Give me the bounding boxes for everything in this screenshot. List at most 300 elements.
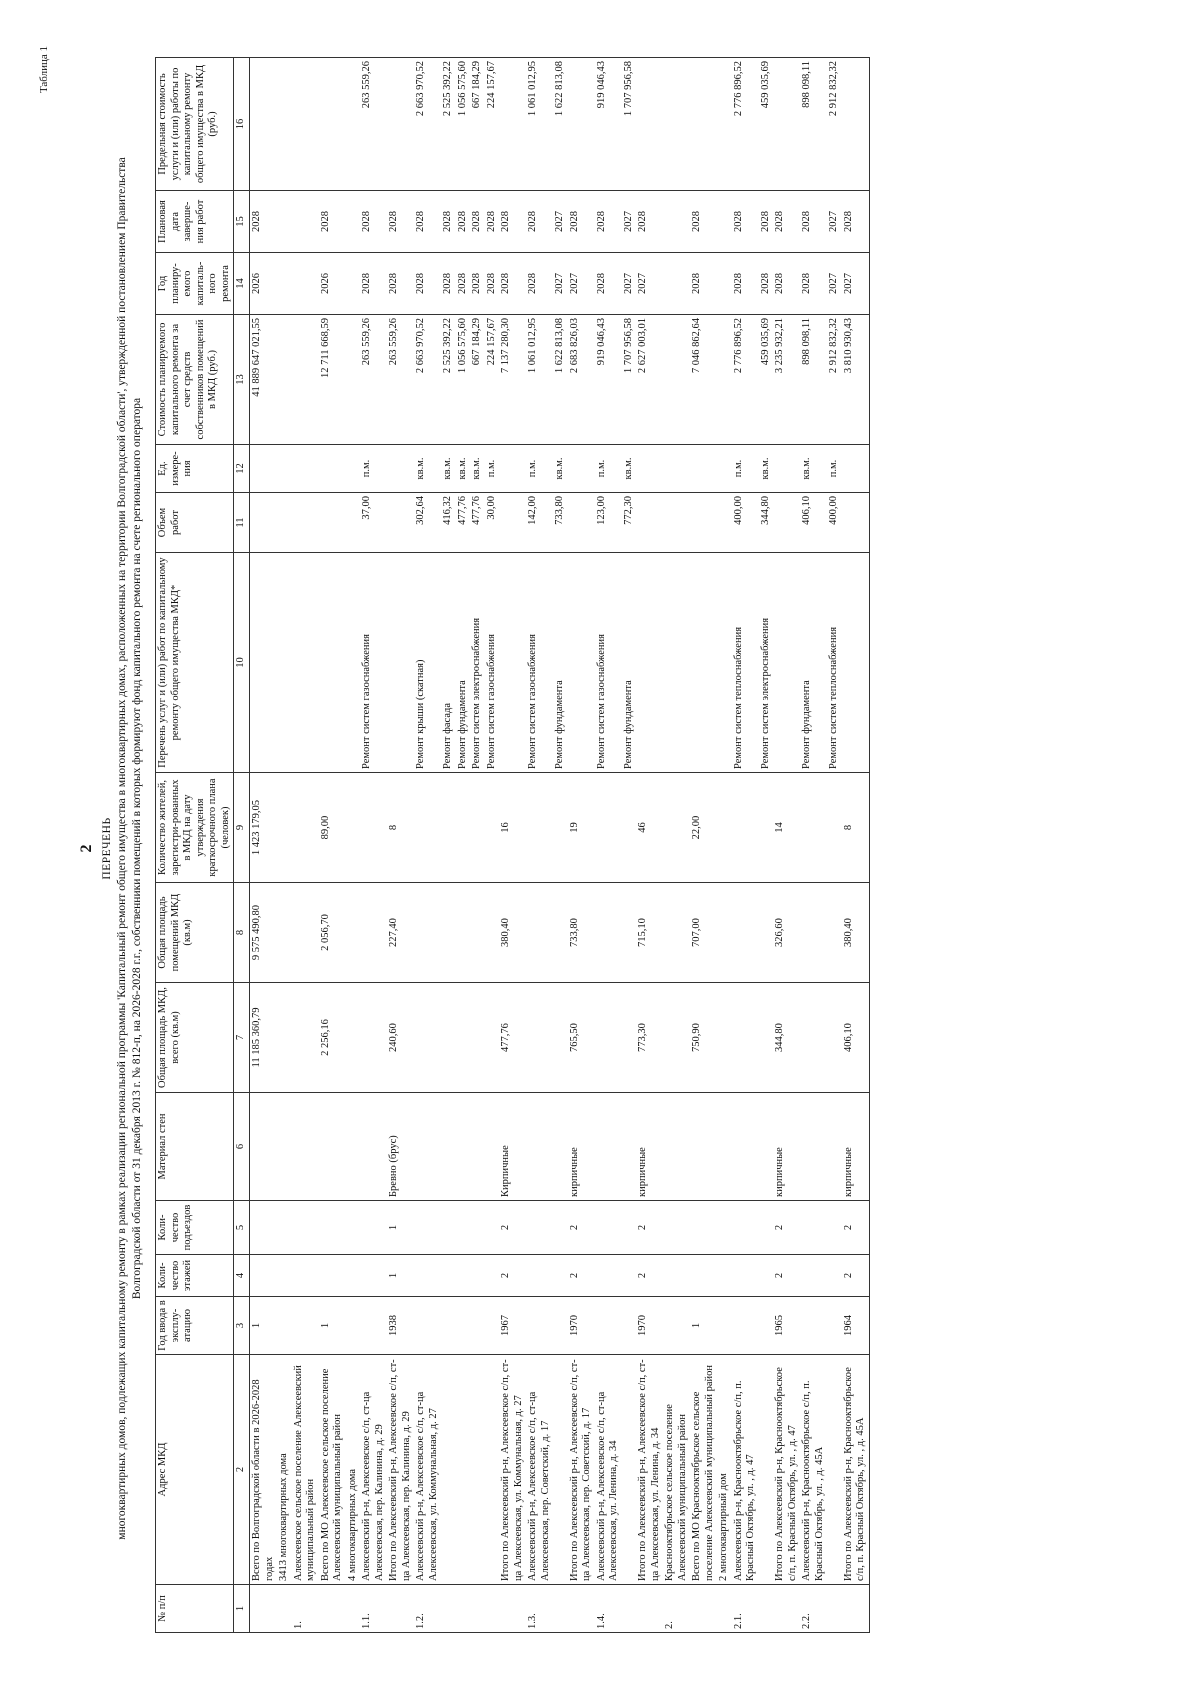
cell-a: 765,50 bbox=[568, 983, 595, 1093]
cell-vol bbox=[842, 493, 870, 553]
cell-u: кв.м. bbox=[441, 445, 456, 493]
cell-n bbox=[499, 1585, 526, 1633]
cell-f bbox=[759, 1255, 774, 1297]
cell-vol: 400,00 bbox=[827, 493, 842, 553]
cell-p bbox=[346, 1201, 361, 1255]
cell-vol: 477,76 bbox=[456, 493, 471, 553]
cell-work: Ремонт систем теплоснабжения bbox=[732, 553, 759, 773]
cell-u bbox=[292, 445, 319, 493]
table-row bbox=[732, 58, 759, 1633]
column-header: Объем работ bbox=[156, 493, 234, 553]
cell-n bbox=[827, 1585, 842, 1633]
cell-p bbox=[441, 1201, 456, 1255]
cell-end: 2028 bbox=[568, 191, 595, 253]
cell-a bbox=[414, 983, 441, 1093]
cell-end: 2027 bbox=[622, 191, 637, 253]
cell-addr: 2 многоквартирный дом bbox=[717, 1355, 732, 1585]
cell-y: 1964 bbox=[842, 1297, 870, 1355]
cell-m bbox=[526, 1093, 553, 1201]
column-header: Коли-чество этажей bbox=[156, 1255, 234, 1297]
cell-vol: 344,80 bbox=[759, 493, 774, 553]
table-row bbox=[595, 58, 622, 1633]
cell-ap bbox=[595, 883, 622, 983]
cell-res bbox=[360, 773, 387, 883]
cell-lim: 2 912 832,32 bbox=[827, 58, 842, 191]
table-row bbox=[636, 58, 663, 1633]
cell-u: кв.м. bbox=[414, 445, 441, 493]
cell-f bbox=[485, 1255, 500, 1297]
cell-res bbox=[622, 773, 637, 883]
cell-yr: 2028 bbox=[470, 253, 485, 315]
cell-end bbox=[277, 191, 292, 253]
cell-addr bbox=[553, 1355, 568, 1585]
cell-vol: 772,30 bbox=[622, 493, 637, 553]
cell-addr: Всего по МО Краснооктябрьское сельское поселение Алексеевский муниципальный район bbox=[690, 1355, 717, 1585]
cell-f bbox=[827, 1255, 842, 1297]
cell-f bbox=[800, 1255, 827, 1297]
cell-work: Ремонт фундамента bbox=[553, 553, 568, 773]
cell-lim bbox=[277, 58, 292, 191]
cell-addr: 3413 многоквартирных дома bbox=[277, 1355, 292, 1585]
column-number: 16 bbox=[234, 58, 250, 191]
cell-u bbox=[319, 445, 346, 493]
cell-addr: Алексеевский р-н, Алексеевское с/п, ст-ца Алексеевская, пер. Калинина, д. 29 bbox=[360, 1355, 387, 1585]
cell-end: 2027 bbox=[553, 191, 568, 253]
cell-u: кв.м. bbox=[456, 445, 471, 493]
cell-res: 8 bbox=[842, 773, 870, 883]
cell-addr: Алексеевский р-н, Краснооктябрьское с/п, п. Красный Октябрь, ул. , д. 45А bbox=[800, 1355, 827, 1585]
cell-ap bbox=[346, 883, 361, 983]
column-header: Адрес МКД bbox=[156, 1355, 234, 1585]
cell-m bbox=[360, 1093, 387, 1201]
cell-lim: 2 663 970,52 bbox=[414, 58, 441, 191]
cell-end bbox=[663, 191, 690, 253]
cell-lim bbox=[568, 58, 595, 191]
column-number: 8 bbox=[234, 883, 250, 983]
cell-p bbox=[292, 1201, 319, 1255]
cell-u bbox=[690, 445, 717, 493]
cell-lim: 459 035,69 bbox=[759, 58, 774, 191]
cell-u: п.м. bbox=[595, 445, 622, 493]
column-header: Год планиру-емого капиталь-ного ремонта bbox=[156, 253, 234, 315]
cell-vol: 400,00 bbox=[732, 493, 759, 553]
cell-ap bbox=[485, 883, 500, 983]
cell-p bbox=[553, 1201, 568, 1255]
cell-n bbox=[485, 1585, 500, 1633]
table-row bbox=[663, 58, 690, 1633]
cell-addr: Итого по Алексеевский р-н, Краснооктябрьское с/п, п. Красный Октябрь, ул. , д. 47 bbox=[773, 1355, 800, 1585]
cell-p bbox=[319, 1201, 346, 1255]
cell-vol: 142,00 bbox=[526, 493, 553, 553]
cell-m bbox=[732, 1093, 759, 1201]
cell-a bbox=[732, 983, 759, 1093]
cell-y bbox=[470, 1297, 485, 1355]
column-header: Перечень услуг и (или) работ по капитальному ремонту общего имущества МКД* bbox=[156, 553, 234, 773]
cell-m bbox=[827, 1093, 842, 1201]
column-number: 4 bbox=[234, 1255, 250, 1297]
cell-u: п.м. bbox=[360, 445, 387, 493]
cell-u bbox=[717, 445, 732, 493]
cell-ap: 380,40 bbox=[842, 883, 870, 983]
cell-end bbox=[292, 191, 319, 253]
cell-yr: 2027 bbox=[636, 253, 663, 315]
cell-m: кирпичные bbox=[773, 1093, 800, 1201]
cell-addr: Алексеевский р-н, Алексеевское с/п, ст-ца Алексеевская, ул. Ленина, д. 34 bbox=[595, 1355, 622, 1585]
cell-work: Ремонт фундамента bbox=[622, 553, 637, 773]
table-row bbox=[277, 58, 292, 1633]
cell-m bbox=[470, 1093, 485, 1201]
cell-yr: 2028 bbox=[360, 253, 387, 315]
cell-yr: 2028 bbox=[773, 253, 800, 315]
cell-n bbox=[622, 1585, 637, 1633]
cell-addr: Всего по Волгоградской области в 2026-2028 годах bbox=[250, 1355, 278, 1585]
cell-lim: 224 157,67 bbox=[485, 58, 500, 191]
cell-vol bbox=[387, 493, 414, 553]
cell-cost: 1 056 575,60 bbox=[456, 315, 471, 445]
cell-res: 46 bbox=[636, 773, 663, 883]
cell-yr: 2028 bbox=[485, 253, 500, 315]
cell-n bbox=[250, 1585, 278, 1633]
cell-addr: Алексеевское сельское поселение Алексеевский муниципальный район bbox=[292, 1355, 319, 1585]
cell-work: Ремонт фасада bbox=[441, 553, 456, 773]
cell-y: 1938 bbox=[387, 1297, 414, 1355]
cell-u: кв.м. bbox=[553, 445, 568, 493]
cell-vol: 30,00 bbox=[485, 493, 500, 553]
cell-addr: Алексеевский р-н, Алексеевское с/п, ст-ца Алексеевская, пер. Советский, д. 17 bbox=[526, 1355, 553, 1585]
table-row bbox=[553, 58, 568, 1633]
column-number: 5 bbox=[234, 1201, 250, 1255]
cell-u: п.м. bbox=[732, 445, 759, 493]
cell-u bbox=[636, 445, 663, 493]
cell-lim: 2 776 896,52 bbox=[732, 58, 759, 191]
cell-addr: Алексеевский р-н, Алексеевское с/п, ст-ца Алексеевская, ул. Коммунальная, д. 27 bbox=[414, 1355, 441, 1585]
column-number: 13 bbox=[234, 315, 250, 445]
cell-f: 2 bbox=[773, 1255, 800, 1297]
cell-p bbox=[717, 1201, 732, 1255]
cell-n bbox=[346, 1585, 361, 1633]
cell-res bbox=[595, 773, 622, 883]
cell-work bbox=[568, 553, 595, 773]
cell-ap: 707,00 bbox=[690, 883, 717, 983]
cell-addr bbox=[470, 1355, 485, 1585]
cell-u: кв.м. bbox=[622, 445, 637, 493]
cell-work: Ремонт крыши (скатная) bbox=[414, 553, 441, 773]
cell-res: 19 bbox=[568, 773, 595, 883]
cell-a bbox=[717, 983, 732, 1093]
cell-p: 2 bbox=[568, 1201, 595, 1255]
column-number: 12 bbox=[234, 445, 250, 493]
cell-lim: 667 184,29 bbox=[470, 58, 485, 191]
cell-cost: 1 061 012,95 bbox=[526, 315, 553, 445]
cell-u: п.м. bbox=[827, 445, 842, 493]
cell-addr bbox=[485, 1355, 500, 1585]
cell-addr: Итого по Алексеевский р-н, Алексеевское с/п, ст-ца Алексеевская, пер. Советский, д. 17 bbox=[568, 1355, 595, 1585]
cell-addr bbox=[622, 1355, 637, 1585]
cell-y: 1 bbox=[690, 1297, 717, 1355]
cell-a: 240,60 bbox=[387, 983, 414, 1093]
cell-end: 2028 bbox=[319, 191, 346, 253]
cell-y: 1 bbox=[250, 1297, 278, 1355]
cell-lim: 263 559,26 bbox=[360, 58, 387, 191]
cell-lim bbox=[499, 58, 526, 191]
cell-lim: 1 707 956,58 bbox=[622, 58, 637, 191]
cell-addr: Итого по Алексеевский р-н, Алексеевское с/п, ст-ца Алексеевская, ул. Коммунальная, д. 27 bbox=[499, 1355, 526, 1585]
cell-a bbox=[292, 983, 319, 1093]
cell-addr: Алексеевский р-н, Краснооктябрьское с/п, п. Красный Октябрь, ул. , д. 47 bbox=[732, 1355, 759, 1585]
title-line-1: многоквартирных домов, подлежащих капитальному ремонту в рамках реализации региональной программы 'Капитальный ремонт общего имущества в многоквартирных домах, расположенных на территории Волгоградской области', утвержденной постановлением Правительства bbox=[116, 157, 128, 1540]
cell-yr: 2027 bbox=[568, 253, 595, 315]
cell-a: 2 256,16 bbox=[319, 983, 346, 1093]
cell-p bbox=[456, 1201, 471, 1255]
cell-res bbox=[277, 773, 292, 883]
cell-end: 2028 bbox=[414, 191, 441, 253]
cell-ap bbox=[800, 883, 827, 983]
mkd-table bbox=[155, 57, 870, 1633]
cell-work bbox=[292, 553, 319, 773]
cell-p bbox=[526, 1201, 553, 1255]
cell-end bbox=[346, 191, 361, 253]
column-header: Количество жителей, зарегистри-рованных в МКД на дату утверждения краткосрочного плана (человек) bbox=[156, 773, 234, 883]
cell-y bbox=[759, 1297, 774, 1355]
table-row bbox=[319, 58, 346, 1633]
cell-a bbox=[470, 983, 485, 1093]
table-row bbox=[485, 58, 500, 1633]
cell-p bbox=[360, 1201, 387, 1255]
cell-f bbox=[595, 1255, 622, 1297]
cell-u: кв.м. bbox=[800, 445, 827, 493]
cell-ap bbox=[470, 883, 485, 983]
cell-m: Кирпичные bbox=[499, 1093, 526, 1201]
cell-ap: 227,40 bbox=[387, 883, 414, 983]
cell-n bbox=[636, 1585, 663, 1633]
cell-vol: 477,76 bbox=[470, 493, 485, 553]
cell-res bbox=[470, 773, 485, 883]
column-number: 2 bbox=[234, 1355, 250, 1585]
cell-cost: 2 912 832,32 bbox=[827, 315, 842, 445]
cell-f: 2 bbox=[636, 1255, 663, 1297]
cell-lim bbox=[636, 58, 663, 191]
cell-m bbox=[250, 1093, 278, 1201]
cell-m bbox=[441, 1093, 456, 1201]
cell-cost: 919 046,43 bbox=[595, 315, 622, 445]
cell-lim bbox=[717, 58, 732, 191]
column-number-row bbox=[234, 58, 250, 1633]
cell-res bbox=[456, 773, 471, 883]
cell-u bbox=[250, 445, 278, 493]
cell-p: 1 bbox=[387, 1201, 414, 1255]
cell-lim: 898 098,11 bbox=[800, 58, 827, 191]
cell-lim: 1 622 813,08 bbox=[553, 58, 568, 191]
column-header: Ед. измере-ния bbox=[156, 445, 234, 493]
cell-m bbox=[319, 1093, 346, 1201]
cell-y bbox=[414, 1297, 441, 1355]
cell-yr bbox=[277, 253, 292, 315]
cell-f bbox=[319, 1255, 346, 1297]
cell-a bbox=[827, 983, 842, 1093]
cell-res: 22,00 bbox=[690, 773, 717, 883]
cell-cost: 459 035,69 bbox=[759, 315, 774, 445]
cell-cost: 12 711 668,59 bbox=[319, 315, 346, 445]
cell-vol bbox=[690, 493, 717, 553]
cell-y bbox=[663, 1297, 690, 1355]
cell-p bbox=[759, 1201, 774, 1255]
cell-m bbox=[292, 1093, 319, 1201]
cell-ap bbox=[717, 883, 732, 983]
cell-m bbox=[663, 1093, 690, 1201]
cell-vol: 123,00 bbox=[595, 493, 622, 553]
cell-p bbox=[732, 1201, 759, 1255]
column-header: № п/п bbox=[156, 1585, 234, 1633]
cell-lim bbox=[292, 58, 319, 191]
cell-work: Ремонт систем газоснабжения bbox=[485, 553, 500, 773]
cell-a bbox=[595, 983, 622, 1093]
cell-a bbox=[441, 983, 456, 1093]
cell-n: 1.2. bbox=[414, 1585, 441, 1633]
cell-y: 1967 bbox=[499, 1297, 526, 1355]
cell-m bbox=[800, 1093, 827, 1201]
cell-n: 1.4. bbox=[595, 1585, 622, 1633]
cell-y bbox=[595, 1297, 622, 1355]
cell-m: кирпичные bbox=[842, 1093, 870, 1201]
cell-vol bbox=[250, 493, 278, 553]
cell-m bbox=[595, 1093, 622, 1201]
cell-f: 1 bbox=[387, 1255, 414, 1297]
cell-end: 2027 bbox=[827, 191, 842, 253]
cell-res bbox=[663, 773, 690, 883]
cell-f bbox=[470, 1255, 485, 1297]
cell-ap: 326,60 bbox=[773, 883, 800, 983]
cell-cost bbox=[717, 315, 732, 445]
cell-n bbox=[319, 1585, 346, 1633]
cell-a: 773,30 bbox=[636, 983, 663, 1093]
cell-addr: Итого по Алексеевский р-н, Алексеевское с/п, ст-ца Алексеевская, пер. Калинина, д. 29 bbox=[387, 1355, 414, 1585]
table-row bbox=[759, 58, 774, 1633]
cell-m: Бревно (брус) bbox=[387, 1093, 414, 1201]
cell-cost: 2 525 392,22 bbox=[441, 315, 456, 445]
cell-n: 2.1. bbox=[732, 1585, 759, 1633]
cell-f bbox=[553, 1255, 568, 1297]
cell-end: 2028 bbox=[456, 191, 471, 253]
cell-yr: 2028 bbox=[441, 253, 456, 315]
column-number: 6 bbox=[234, 1093, 250, 1201]
column-header: Год ввода в эксплу-атацию bbox=[156, 1297, 234, 1355]
cell-p: 2 bbox=[773, 1201, 800, 1255]
cell-lim bbox=[663, 58, 690, 191]
cell-cost: 2 776 896,52 bbox=[732, 315, 759, 445]
cell-cost: 7 137 280,30 bbox=[499, 315, 526, 445]
cell-vol: 416,32 bbox=[441, 493, 456, 553]
cell-u: п.м. bbox=[485, 445, 500, 493]
table-row bbox=[526, 58, 553, 1633]
cell-yr: 2027 bbox=[622, 253, 637, 315]
table-row bbox=[414, 58, 441, 1633]
cell-ap bbox=[663, 883, 690, 983]
cell-vol: 406,10 bbox=[800, 493, 827, 553]
cell-n bbox=[387, 1585, 414, 1633]
cell-a: 477,76 bbox=[499, 983, 526, 1093]
cell-a bbox=[456, 983, 471, 1093]
cell-end: 2028 bbox=[842, 191, 870, 253]
cell-vol bbox=[773, 493, 800, 553]
cell-vol: 733,80 bbox=[553, 493, 568, 553]
cell-yr: 2028 bbox=[499, 253, 526, 315]
cell-u bbox=[663, 445, 690, 493]
cell-lim bbox=[387, 58, 414, 191]
cell-cost: 3 810 930,43 bbox=[842, 315, 870, 445]
cell-work bbox=[499, 553, 526, 773]
cell-m bbox=[414, 1093, 441, 1201]
cell-p bbox=[622, 1201, 637, 1255]
column-number: 10 bbox=[234, 553, 250, 773]
column-number: 7 bbox=[234, 983, 250, 1093]
column-number: 14 bbox=[234, 253, 250, 315]
cell-a bbox=[759, 983, 774, 1093]
cell-end: 2028 bbox=[690, 191, 717, 253]
cell-f bbox=[717, 1255, 732, 1297]
cell-res: 8 bbox=[387, 773, 414, 883]
cell-res: 1 423 179,05 bbox=[250, 773, 278, 883]
cell-res bbox=[827, 773, 842, 883]
cell-res bbox=[526, 773, 553, 883]
cell-m bbox=[759, 1093, 774, 1201]
cell-addr bbox=[456, 1355, 471, 1585]
cell-yr: 2028 bbox=[414, 253, 441, 315]
cell-vol bbox=[292, 493, 319, 553]
cell-a bbox=[346, 983, 361, 1093]
cell-work: Ремонт систем электроснабжения bbox=[470, 553, 485, 773]
cell-n bbox=[568, 1585, 595, 1633]
cell-n bbox=[842, 1585, 870, 1633]
cell-f bbox=[250, 1255, 278, 1297]
cell-ap: 733,80 bbox=[568, 883, 595, 983]
column-header: Стоимость планируемого капитального ремонта за счет средств собственников помещений в МКД (руб.) bbox=[156, 315, 234, 445]
cell-yr bbox=[717, 253, 732, 315]
cell-a: 344,80 bbox=[773, 983, 800, 1093]
cell-m bbox=[277, 1093, 292, 1201]
cell-end: 2028 bbox=[441, 191, 456, 253]
cell-work: Ремонт фундамента bbox=[800, 553, 827, 773]
cell-work bbox=[387, 553, 414, 773]
table-body bbox=[234, 58, 870, 1633]
cell-n bbox=[690, 1585, 717, 1633]
cell-a bbox=[277, 983, 292, 1093]
cell-end: 2028 bbox=[387, 191, 414, 253]
cell-work bbox=[773, 553, 800, 773]
cell-p bbox=[414, 1201, 441, 1255]
cell-n bbox=[456, 1585, 471, 1633]
cell-f: 2 bbox=[499, 1255, 526, 1297]
cell-res bbox=[414, 773, 441, 883]
cell-m bbox=[690, 1093, 717, 1201]
cell-n: 1.1. bbox=[360, 1585, 387, 1633]
cell-work bbox=[250, 553, 278, 773]
column-number: 3 bbox=[234, 1297, 250, 1355]
cell-y bbox=[360, 1297, 387, 1355]
cell-m bbox=[553, 1093, 568, 1201]
cell-f bbox=[690, 1255, 717, 1297]
cell-work: Ремонт систем газоснабжения bbox=[595, 553, 622, 773]
cell-ap bbox=[456, 883, 471, 983]
cell-p bbox=[690, 1201, 717, 1255]
cell-p bbox=[485, 1201, 500, 1255]
cell-lim: 1 056 575,60 bbox=[456, 58, 471, 191]
cell-end: 2028 bbox=[732, 191, 759, 253]
cell-lim bbox=[346, 58, 361, 191]
cell-ap bbox=[292, 883, 319, 983]
cell-ap bbox=[622, 883, 637, 983]
cell-m: кирпичные bbox=[568, 1093, 595, 1201]
cell-a bbox=[622, 983, 637, 1093]
